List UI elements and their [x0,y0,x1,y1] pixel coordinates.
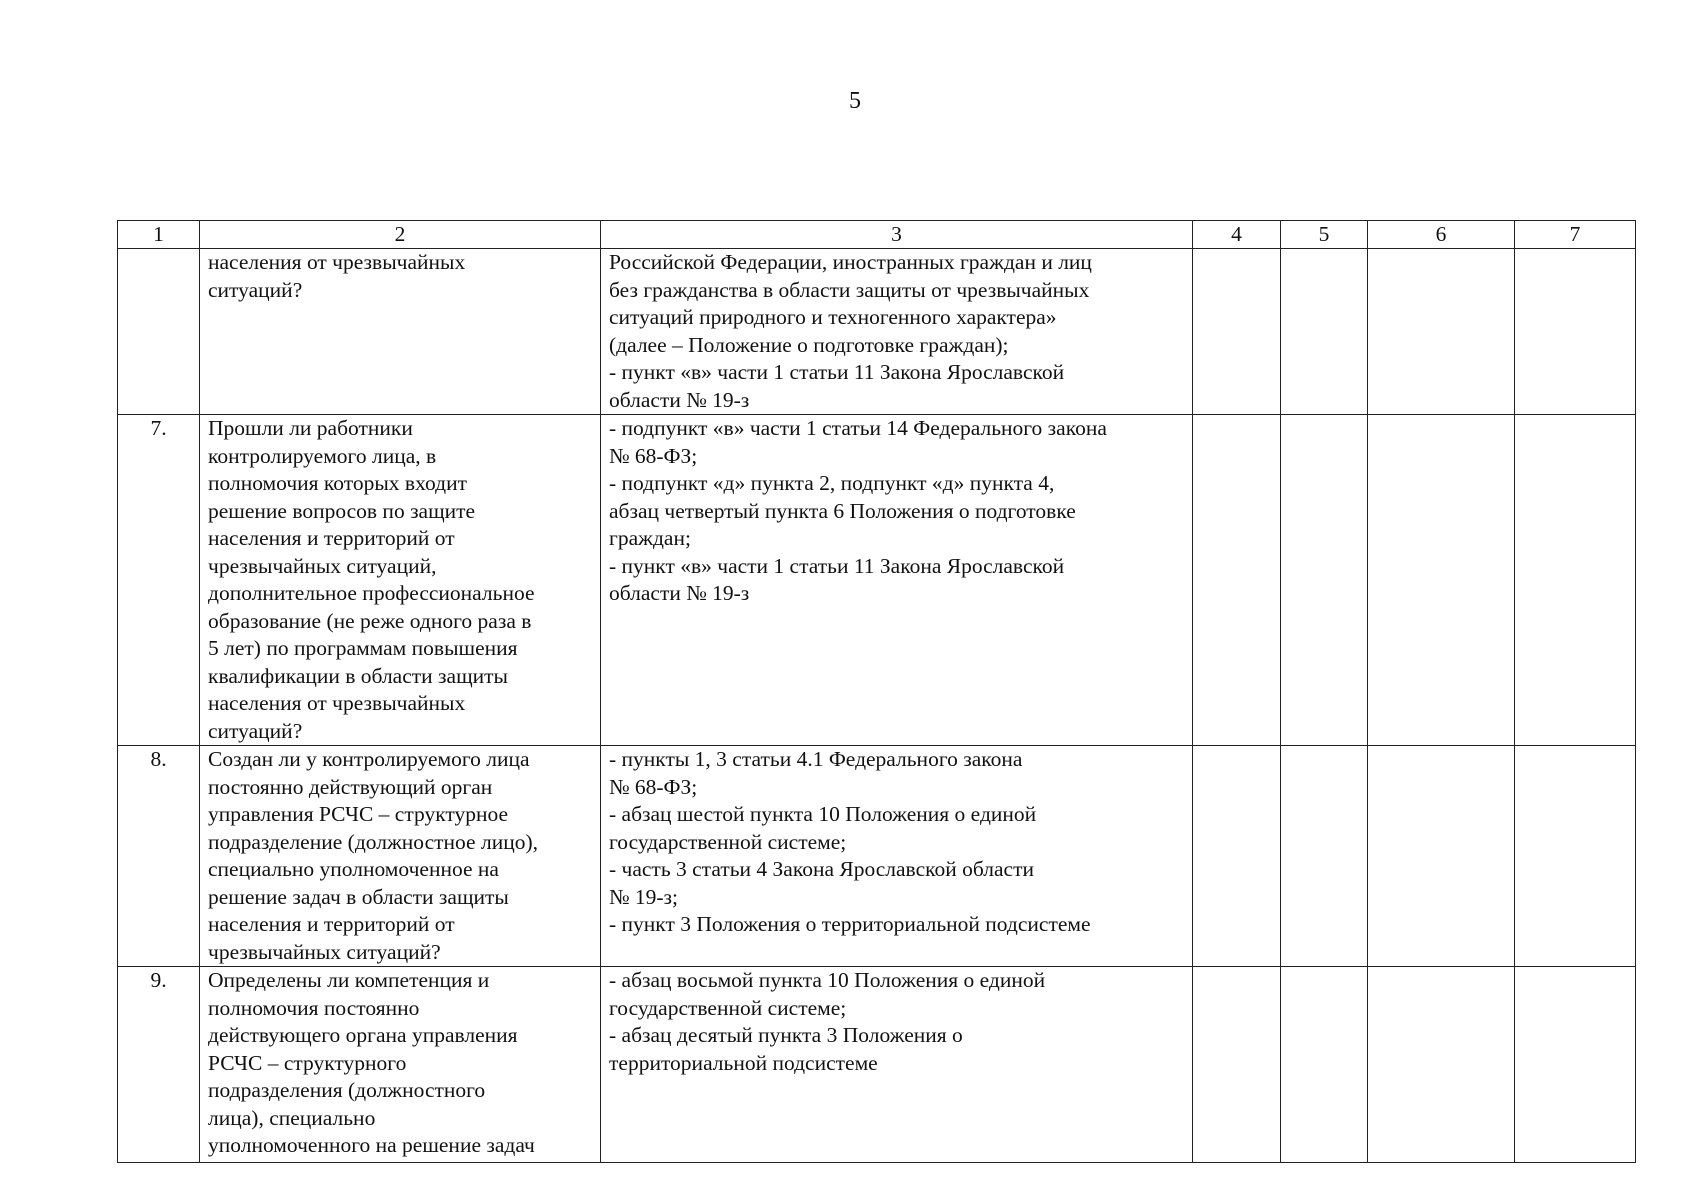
question-line: населения и территорий от [208,526,455,550]
question-line: специально уполномоченное на [208,857,499,881]
table-row [118,967,1636,1163]
answer-cell-col4 [1193,967,1281,1163]
column-header-7: 7 [1515,221,1636,249]
reference-line: - подпункт «д» пункта 2, подпункт «д» пункта 4, [609,471,1055,495]
reference-line: без гражданства в области защиты от чрезвычайных [609,277,1090,302]
reference-line: абзац четвертый пункта 6 Положения о подготовке [609,498,1076,523]
question-line: Создан ли у контролируемого лица [208,747,530,771]
row-number [118,249,200,415]
reference-line: - пункт «в» части 1 статьи 11 Закона Ярославской [609,360,1065,384]
question-cell [200,415,601,746]
reference-line: государственной системе; [609,995,847,1020]
column-header-6: 6 [1368,221,1515,249]
question-line: ситуаций? [208,277,303,302]
question-line: подразделения (должностного [208,1078,486,1102]
answer-cell-col4 [1193,746,1281,967]
answer-cell-col7 [1515,746,1636,967]
question-line: 5 лет) по программам повышения [208,636,518,660]
reference-line: - абзац десятый пункта 3 Положения о [609,1023,963,1047]
reference-line: - часть 3 статьи 4 Закона Ярославской области [609,857,1034,881]
question-line: контролируемого лица, в [208,443,437,468]
question-line: лица), специально [208,1105,376,1130]
reference-line: - абзац шестой пункта 10 Положения о единой [609,802,1037,826]
reference-line: - абзац восьмой пункта 10 Положения о единой [609,968,1046,992]
column-header-1: 1 [118,221,200,249]
references-cell [601,415,1193,746]
reference-line: - пункты 1, 3 статьи 4.1 Федерального закона [609,747,1023,771]
column-header-2: 2 [200,221,601,249]
column-header-4: 4 [1193,221,1281,249]
question-line: Определены ли компетенция и [208,968,490,992]
answer-cell-col5 [1281,967,1368,1163]
question-cell [200,746,601,967]
reference-line: области № 19-з [609,387,750,412]
reference-line: - пункт «в» части 1 статьи 11 Закона Ярославской [609,553,1065,578]
question-line: полномочия которых входит [208,471,467,495]
answer-cell-col6 [1368,967,1515,1163]
column-header-3: 3 [601,221,1193,249]
answer-cell-col6 [1368,415,1515,746]
reference-line: ситуаций природного и техногенного характера» [609,305,1057,329]
question-line: подразделение (должностное лицо), [208,829,538,854]
question-line: дополнительное профессиональное [208,581,535,605]
answer-cell-col5 [1281,746,1368,967]
reference-line: Российской Федерации, иностранных граждан и лиц [609,250,1092,274]
header-row [118,221,1636,249]
answer-cell-col5 [1281,415,1368,746]
question-line: ситуаций? [208,718,303,743]
table-row [118,746,1636,967]
question-line: Прошли ли работники [208,416,413,440]
references-cell [601,746,1193,967]
answer-cell-col4 [1193,415,1281,746]
question-line: квалификации в области защиты [208,663,508,688]
question-line: населения от чрезвычайных [208,691,466,715]
checklist-table [117,220,1636,1163]
question-line: постоянно действующий орган [208,774,493,799]
page-number: 5 [849,88,861,114]
reference-line: территориальной подсистеме [609,1050,878,1075]
table-row [118,415,1636,746]
reference-line: № 68-ФЗ; [609,774,698,799]
question-line: решение задач в области защиты [208,884,509,909]
references-cell [601,967,1193,1163]
question-line: населения и территорий от [208,912,455,936]
answer-cell-col7 [1515,249,1636,415]
table-row [118,249,1636,415]
question-line: полномочия постоянно [208,995,420,1020]
answer-cell-col7 [1515,967,1636,1163]
question-line: образование (не реже одного раза в [208,608,532,633]
answer-cell-col5 [1281,249,1368,415]
column-header-5: 5 [1281,221,1368,249]
answer-cell-col6 [1368,746,1515,967]
question-cell [200,249,601,415]
reference-line: - подпункт «в» части 1 статьи 14 Федерального закона [609,416,1107,440]
reference-line: (далее – Положение о подготовке граждан); [609,332,1009,357]
answer-cell-col7 [1515,415,1636,746]
reference-line: государственной системе; [609,829,847,854]
reference-line: - пункт 3 Положения о территориальной подсистеме [609,912,1091,936]
reference-line: области № 19-з [609,581,750,605]
answer-cell-col4 [1193,249,1281,415]
row-number: 8. [118,746,200,967]
question-line: чрезвычайных ситуаций, [208,553,437,578]
question-cell [200,967,601,1163]
question-line: РСЧС – структурного [208,1050,407,1075]
row-number: 7. [118,415,200,746]
question-line: действующего органа управления [208,1023,518,1047]
question-line: населения от чрезвычайных [208,250,466,274]
row-number: 9. [118,967,200,1163]
question-line: управления РСЧС – структурное [208,802,509,826]
reference-line: граждан; [609,526,691,550]
references-cell [601,249,1193,415]
reference-line: № 19-з; [609,884,679,909]
question-line: уполномоченного на решение задач [208,1133,535,1157]
question-line: решение вопросов по защите [208,498,476,523]
reference-line: № 68-ФЗ; [609,443,698,468]
question-line: чрезвычайных ситуаций? [208,939,441,964]
answer-cell-col6 [1368,249,1515,415]
